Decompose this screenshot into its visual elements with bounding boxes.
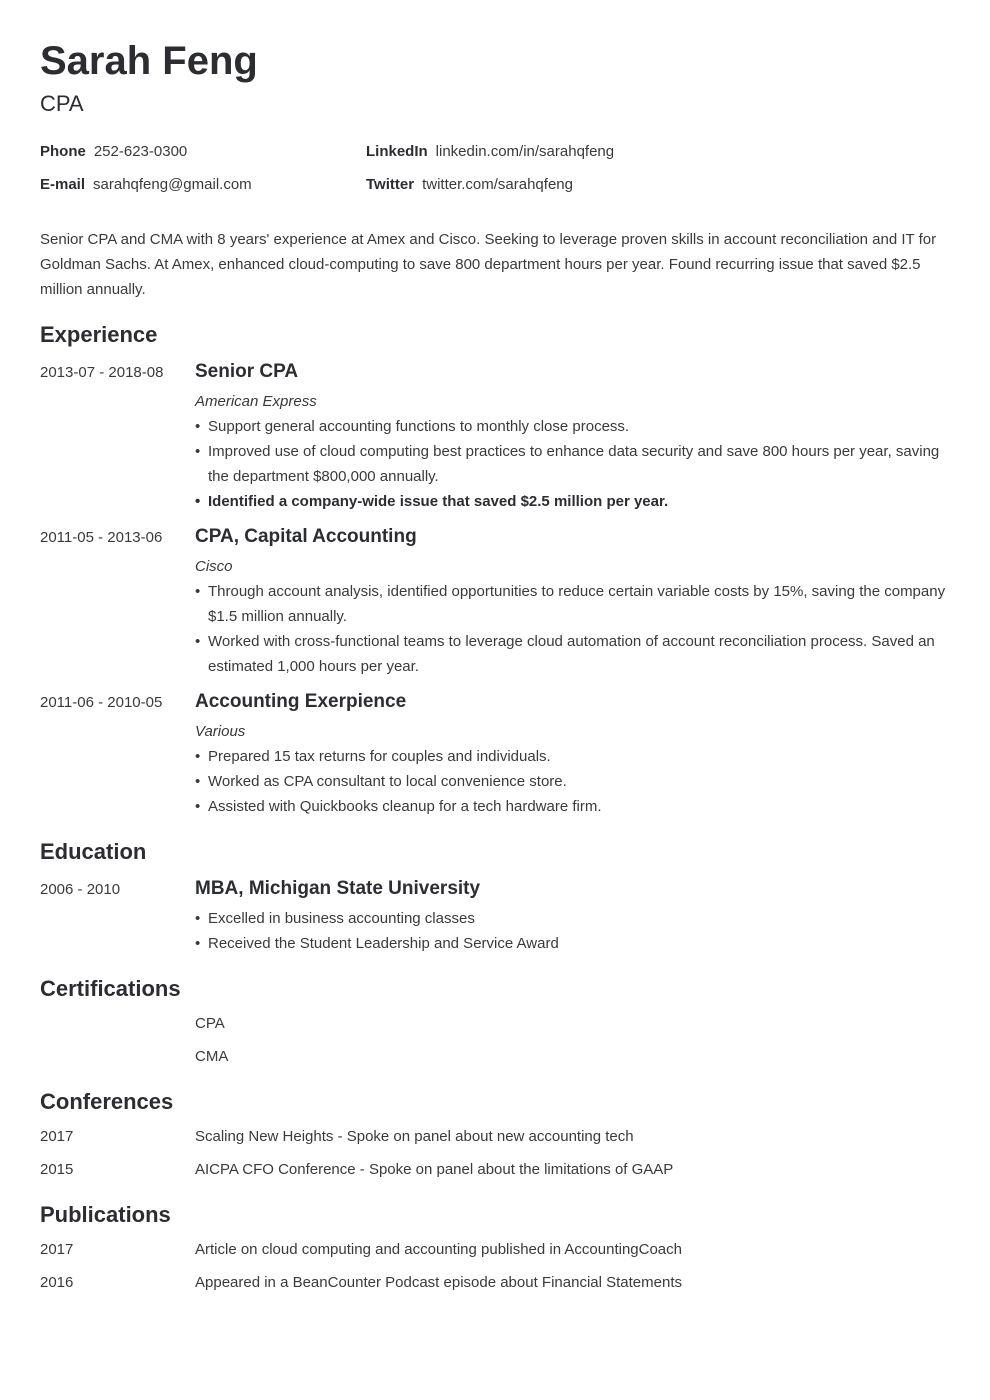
publication-text: Appeared in a BeanCounter Podcast episode about Financial Statements [195,1274,682,1291]
conference-year: 2017 [40,1128,74,1145]
certification-item: CMA [195,1048,229,1065]
education-degree: MBA, Michigan State University [195,878,481,899]
publication-text: Article on cloud computing and accounting published in AccountingCoach [195,1241,682,1258]
publication-year: 2016 [40,1274,74,1291]
job-dates: 2011-05 - 2013-06 [40,529,163,546]
education-bullets [195,906,950,956]
job-bullet: • Prepared 15 tax returns for couples and individuals. [195,744,950,769]
job-company: American Express [195,393,317,410]
contact-twitter [366,175,573,195]
conference-text: AICPA CFO Conference - Spoke on panel about the limitations of GAAP [195,1161,674,1178]
email-value: sarahqfeng@gmail.com [93,176,252,193]
job-bullets [195,744,950,819]
education-dates: 2006 - 2010 [40,881,121,898]
education-bullet: • Excelled in business accounting classes [195,906,950,931]
candidate-title: CPA [40,91,84,116]
job-bullet: • Worked with cross-functional teams to leverage cloud automation of account reconciliation process. Saved an estimated 1,000 hours per year. [195,629,950,679]
job-bullets [195,414,950,514]
job-bullet: • Through account analysis, identified opportunities to reduce certain variable costs by 15%, saving the company $1.5 million annually. [195,579,950,629]
contact-phone [40,142,187,162]
job-bullet: • Support general accounting functions to monthly close process. [195,414,950,439]
education-bullet: • Received the Student Leadership and Service Award [195,931,950,956]
conference-text: Scaling New Heights - Spoke on panel about new accounting tech [195,1128,634,1145]
publications-heading: Publications [40,1202,171,1227]
conferences-heading: Conferences [40,1089,174,1114]
job-title: Accounting Exerpience [195,691,407,712]
email-label: E-mail [40,176,86,193]
twitter-value: twitter.com/sarahqfeng [422,176,573,193]
education-heading: Education [40,839,147,864]
contact-linkedin [366,142,614,162]
summary-paragraph: Senior CPA and CMA with 8 years' experience at Amex and Cisco. Seeking to leverage proven skills in account reconciliation and IT for Goldman Sachs. At Amex, enhanced cloud-computing to save 800 department hours per year. Found recurring issue that saved $2.5 million annually. [40,231,937,298]
job-bullet: • Worked as CPA consultant to local convenience store. [195,769,950,794]
job-bullets [195,579,950,679]
job-company: Cisco [195,558,233,575]
candidate-name: Sarah Feng [40,39,258,83]
phone-label: Phone [40,143,86,160]
conference-year: 2015 [40,1161,74,1178]
job-dates: 2013-07 - 2018-08 [40,364,164,381]
certifications-heading: Certifications [40,976,181,1001]
linkedin-value: linkedin.com/in/sarahqfeng [435,143,615,160]
job-bullet: • Identified a company-wide issue that saved $2.5 million per year. [195,489,950,514]
job-dates: 2011-06 - 2010-05 [40,694,163,711]
job-bullet: • Improved use of cloud computing best practices to enhance data security and save 800 hours per year, saving the department $800,000 annually. [195,439,950,489]
contact-email [40,175,252,195]
job-company: Various [195,723,246,740]
experience-heading: Experience [40,322,158,347]
phone-value: 252-623-0300 [93,143,188,160]
twitter-label: Twitter [366,176,415,193]
job-title: Senior CPA [195,361,299,382]
job-bullet: • Assisted with Quickbooks cleanup for a tech hardware firm. [195,794,950,819]
linkedin-label: LinkedIn [366,143,428,160]
publication-year: 2017 [40,1241,74,1258]
certification-item: CPA [195,1015,225,1032]
job-title: CPA, Capital Accounting [195,526,417,547]
